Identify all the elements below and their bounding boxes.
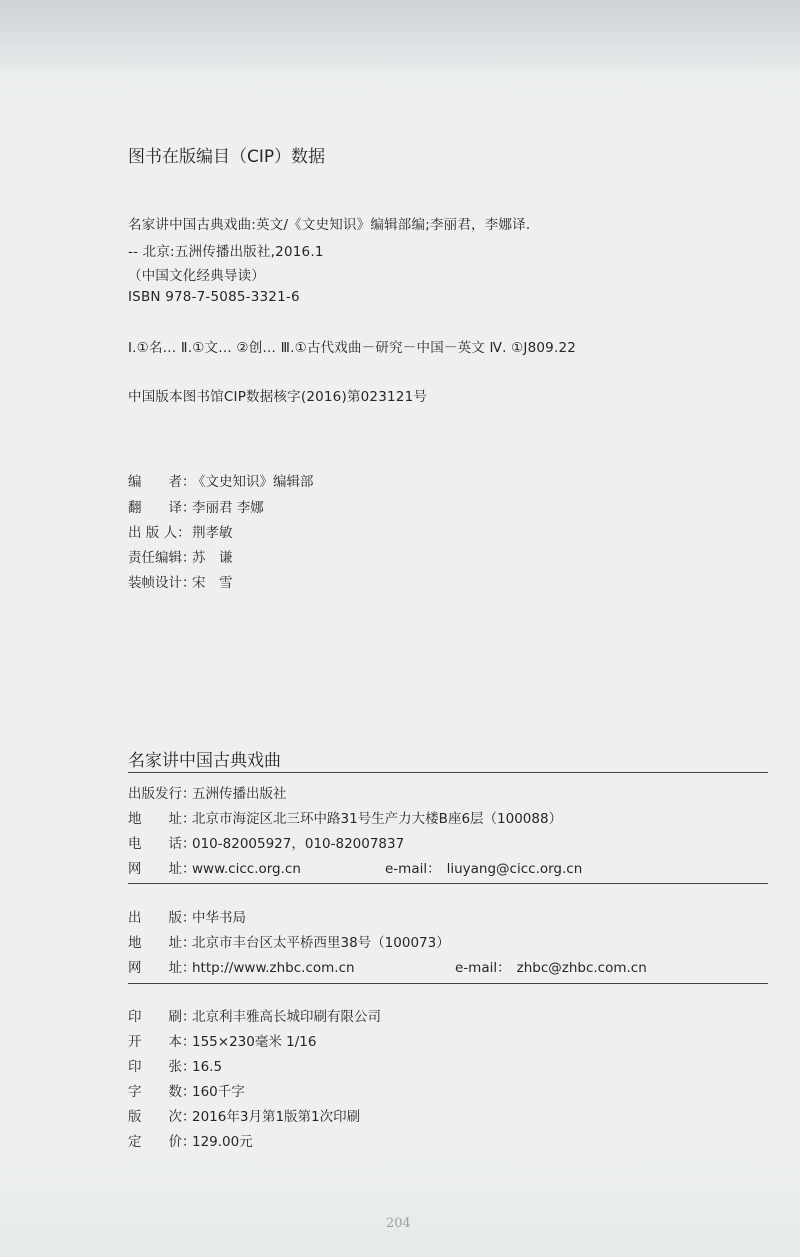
credit-label: 装帧设计： (128, 575, 196, 591)
cip-isbn: ISBN 978-7-5085-3321-6 (128, 289, 300, 305)
web-label: 网 址： (128, 960, 196, 976)
cip-line-3: （中国文化经典导读） (128, 268, 265, 284)
divider (128, 772, 768, 773)
cip-line-2: -- 北京:五洲传播出版社,2016.1 (128, 244, 324, 260)
web-label: 网 址： (128, 861, 196, 877)
publisher-value: 中华书局 (192, 910, 246, 926)
email-row (385, 857, 582, 877)
cip-classification: Ⅰ.①名… Ⅱ.①文… ②创… Ⅲ.①古代戏曲－研究－中国－英文 Ⅳ. ①J809.22 (128, 340, 577, 356)
credit-editor (128, 470, 314, 490)
credit-label: 编 者： (128, 474, 196, 490)
spec-label: 开 本： (128, 1034, 196, 1050)
email-row-2 (455, 956, 647, 976)
spec-value: 129.00元 (192, 1134, 253, 1150)
credit-responsible-editor (128, 546, 233, 566)
spec-label: 印 刷： (128, 1009, 196, 1025)
credit-designer (128, 571, 233, 591)
publisher-row (128, 906, 246, 926)
page-shadow-band (0, 0, 800, 70)
spec-label: 印 张： (128, 1059, 196, 1075)
spec-printer (128, 1005, 381, 1025)
web-row (128, 857, 301, 877)
cip-line-1: 名家讲中国古典戏曲:英文/《文史知识》编辑部编;李丽君，李娜译. (128, 217, 531, 233)
credit-value: 李丽君 李娜 (192, 500, 264, 516)
address-row-2 (128, 931, 450, 951)
credit-translator (128, 496, 264, 516)
cip-title: 图书在版编目（CIP）数据 (128, 147, 326, 167)
credit-value: 《文史知识》编辑部 (192, 474, 314, 490)
publisher-label: 出 版： (128, 910, 196, 926)
spec-format (128, 1030, 316, 1050)
phone-value: 010-82005927，010-82007837 (192, 836, 405, 852)
address-value: 北京市丰台区太平桥西里38号（100073） (192, 935, 450, 951)
cip-record-number: 中国版本图书馆CIP数据核字(2016)第023121号 (128, 389, 428, 405)
address-label: 地 址： (128, 811, 196, 827)
divider (128, 883, 768, 884)
address-row (128, 807, 562, 827)
web-value: http://www.zhbc.com.cn (192, 960, 355, 976)
web-value: www.cicc.org.cn (192, 861, 301, 877)
phone-label: 电 话： (128, 836, 196, 852)
credit-value: 荆孝敏 (192, 525, 233, 541)
spec-label: 版 次： (128, 1109, 196, 1125)
email-label: e-mail： (455, 960, 511, 976)
credit-label: 责任编辑： (128, 550, 196, 566)
address-value: 北京市海淀区北三环中路31号生产力大楼B座6层（100088） (192, 811, 563, 827)
credit-publisher (128, 521, 233, 541)
divider (128, 983, 768, 984)
book-title: 名家讲中国古典戏曲 (128, 751, 281, 771)
spec-value: 155×230毫米 1/16 (192, 1034, 317, 1050)
email-value: liuyang@cicc.org.cn (446, 861, 583, 877)
spec-value: 16.5 (192, 1059, 223, 1075)
web-row-2 (128, 956, 355, 976)
credit-value: 宋 雪 (192, 575, 233, 591)
spec-sheets (128, 1055, 222, 1075)
issuer-value: 五洲传播出版社 (192, 786, 287, 802)
spec-value: 北京利丰雅高长城印刷有限公司 (192, 1009, 381, 1025)
spec-label: 字 数： (128, 1084, 196, 1100)
credit-label: 翻 译： (128, 500, 196, 516)
issuer-row (128, 782, 287, 802)
credit-label: 出 版 人： (128, 525, 191, 541)
issuer-label: 出版发行： (128, 786, 196, 802)
spec-edition (128, 1105, 360, 1125)
spec-word-count (128, 1080, 245, 1100)
email-label: e-mail： (385, 861, 441, 877)
phone-row (128, 832, 404, 852)
credit-value: 苏 谦 (192, 550, 233, 566)
spec-value: 160千字 (192, 1084, 245, 1100)
address-label: 地 址： (128, 935, 196, 951)
email-value: zhbc@zhbc.com.cn (516, 960, 647, 976)
spec-price (128, 1130, 253, 1150)
page-number: 204 (386, 1216, 411, 1231)
spec-label: 定 价： (128, 1134, 196, 1150)
spec-value: 2016年3月第1版第1次印刷 (192, 1109, 361, 1125)
